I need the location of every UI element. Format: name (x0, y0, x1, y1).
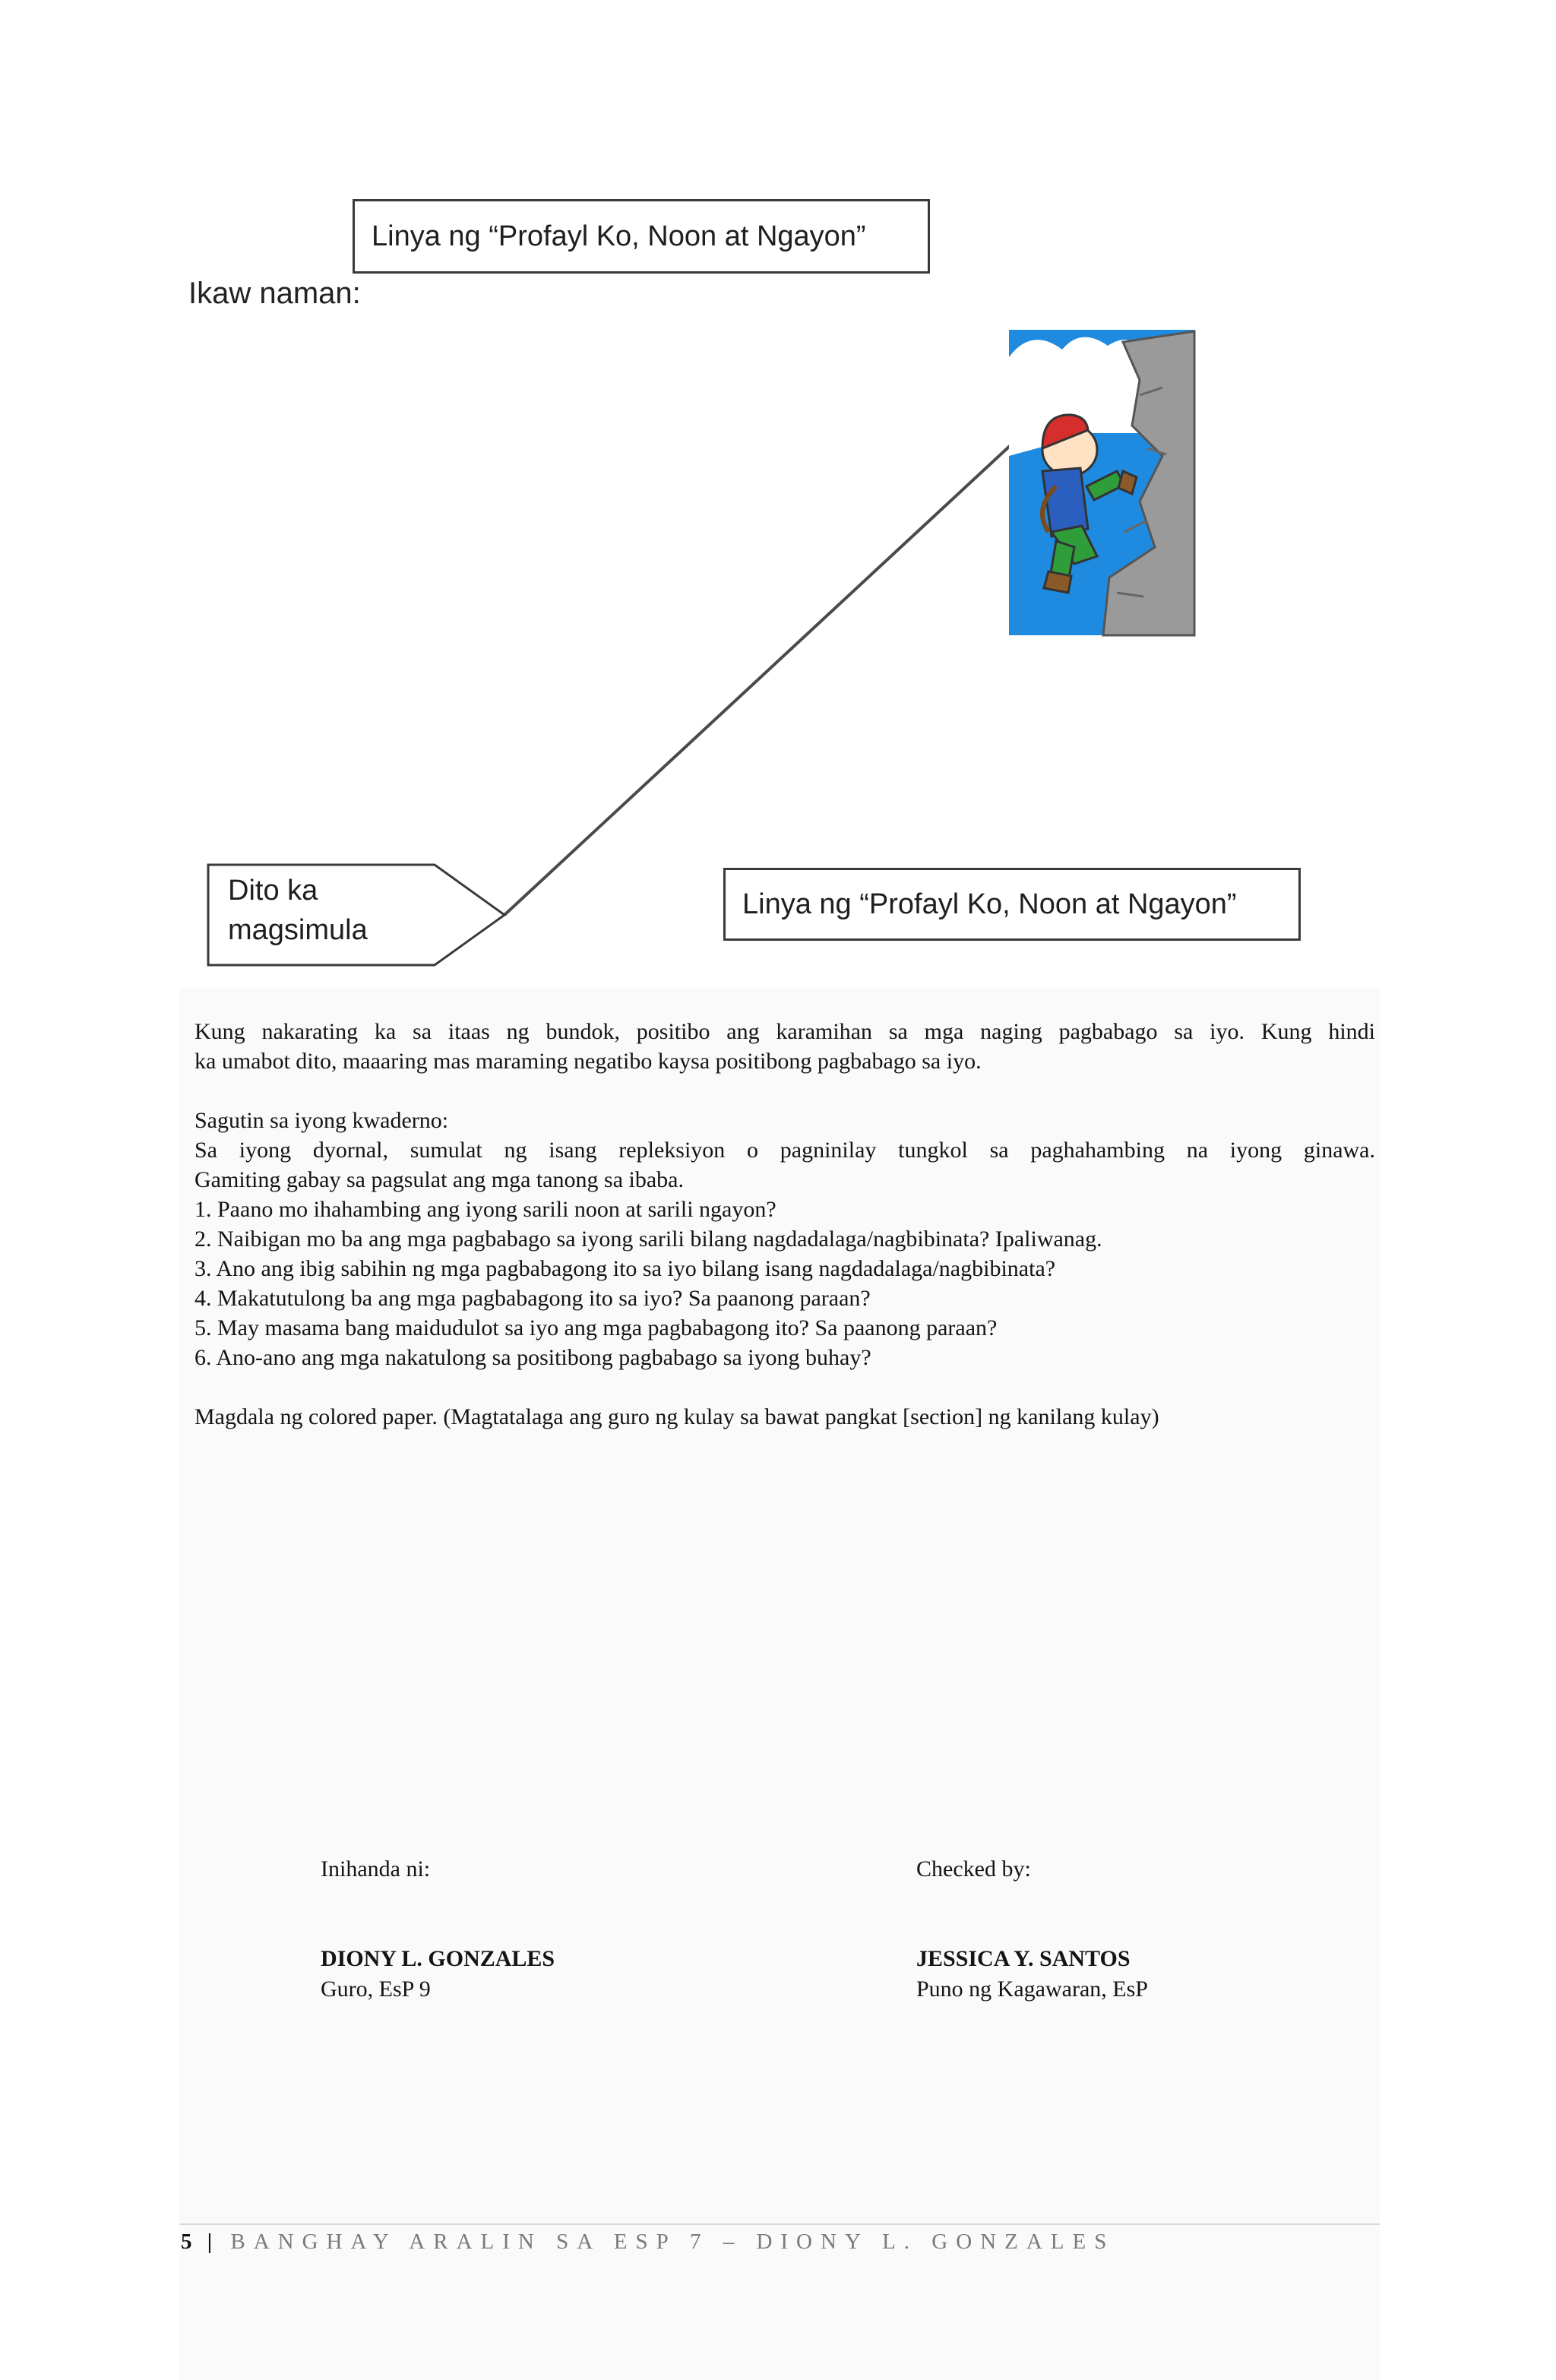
question-item: 1. Paano mo ihahambing ang iyong sarili noon at sarili ngayon? (194, 1197, 776, 1222)
page-footer (181, 2230, 1115, 2255)
question-item: 5. May masama bang maidudulot sa iyo ang mga pagbabagong ito? Sa paanong paraan? (194, 1315, 998, 1340)
footer-text: BANGHAY ARALIN SA ESP 7 – DIONY L. GONZALES (230, 2230, 1115, 2254)
signature-checked-by (916, 1854, 1148, 2005)
instruction-line: Gamiting gabay sa pagsulat ang mga tanong sa ibaba. (194, 1167, 684, 1192)
diagram-graphics (0, 0, 1556, 988)
body-text (194, 1017, 1375, 1432)
footer-divider (179, 2223, 1380, 2225)
signature-label: Checked by: (916, 1856, 1031, 1882)
mountain-climber-icon (1009, 330, 1194, 635)
page-number: 5 (181, 2230, 194, 2254)
closing-note: Magdala ng colored paper. (Magtatalaga ang guro ng kulay sa bawat pangkat [section] ng kanilang kulay) (194, 1404, 1159, 1429)
diagram-title-top: Linya ng “Profayl Ko, Noon at Ngayon” (353, 199, 930, 274)
question-item: 3. Ano ang ibig sabihin ng mga pagbabagong ito sa iyo bilang isang nagdadalaga/nagbibinata? (194, 1256, 1056, 1281)
paragraph-line: Kung nakarating ka sa itaas ng bundok, positibo ang karamihan sa mga naging pagbabago sa iyo. Kung hindi (194, 1019, 1375, 1044)
signature-title: Guro, EsP 9 (321, 1976, 431, 2002)
diagram-title-bottom: Linya ng “Profayl Ko, Noon at Ngayon” (723, 868, 1301, 941)
question-item: 4. Makatutulong ba ang mga pagbabagong ito sa iyo? Sa paanong paraan? (194, 1286, 871, 1311)
signature-label: Inihanda ni: (321, 1856, 431, 1882)
prompt-label: Ikaw naman: (188, 277, 361, 310)
start-label (228, 871, 418, 950)
question-item: 2. Naibigan mo ba ang mga pagbabago sa iyong sarili bilang nagdadalaga/nagbibinata? Ipaliwanag. (194, 1226, 1102, 1252)
profile-line (504, 445, 1010, 915)
start-label-line1: Dito ka (228, 875, 318, 907)
signature-name: JESSICA Y. SANTOS (916, 1946, 1131, 1971)
instruction-line: Sa iyong dyornal, sumulat ng isang repleksiyon o pagninilay tungkol sa paghahambing na iyong ginawa. (194, 1138, 1375, 1163)
instruction-heading: Sagutin sa iyong kwaderno: (194, 1108, 449, 1133)
signature-title: Puno ng Kagawaran, EsP (916, 1976, 1148, 2002)
signature-name: DIONY L. GONZALES (321, 1946, 555, 1971)
footer-separator: | (207, 2230, 217, 2254)
signature-prepared-by (321, 1854, 555, 2005)
start-label-line2: magsimula (228, 914, 368, 946)
paragraph-line: ka umabot dito, maaaring mas maraming negatibo kaysa positibong pagbabago sa iyo. (194, 1049, 982, 1074)
question-item: 6. Ano-ano ang mga nakatulong sa positibong pagbabago sa iyong buhay? (194, 1345, 871, 1370)
